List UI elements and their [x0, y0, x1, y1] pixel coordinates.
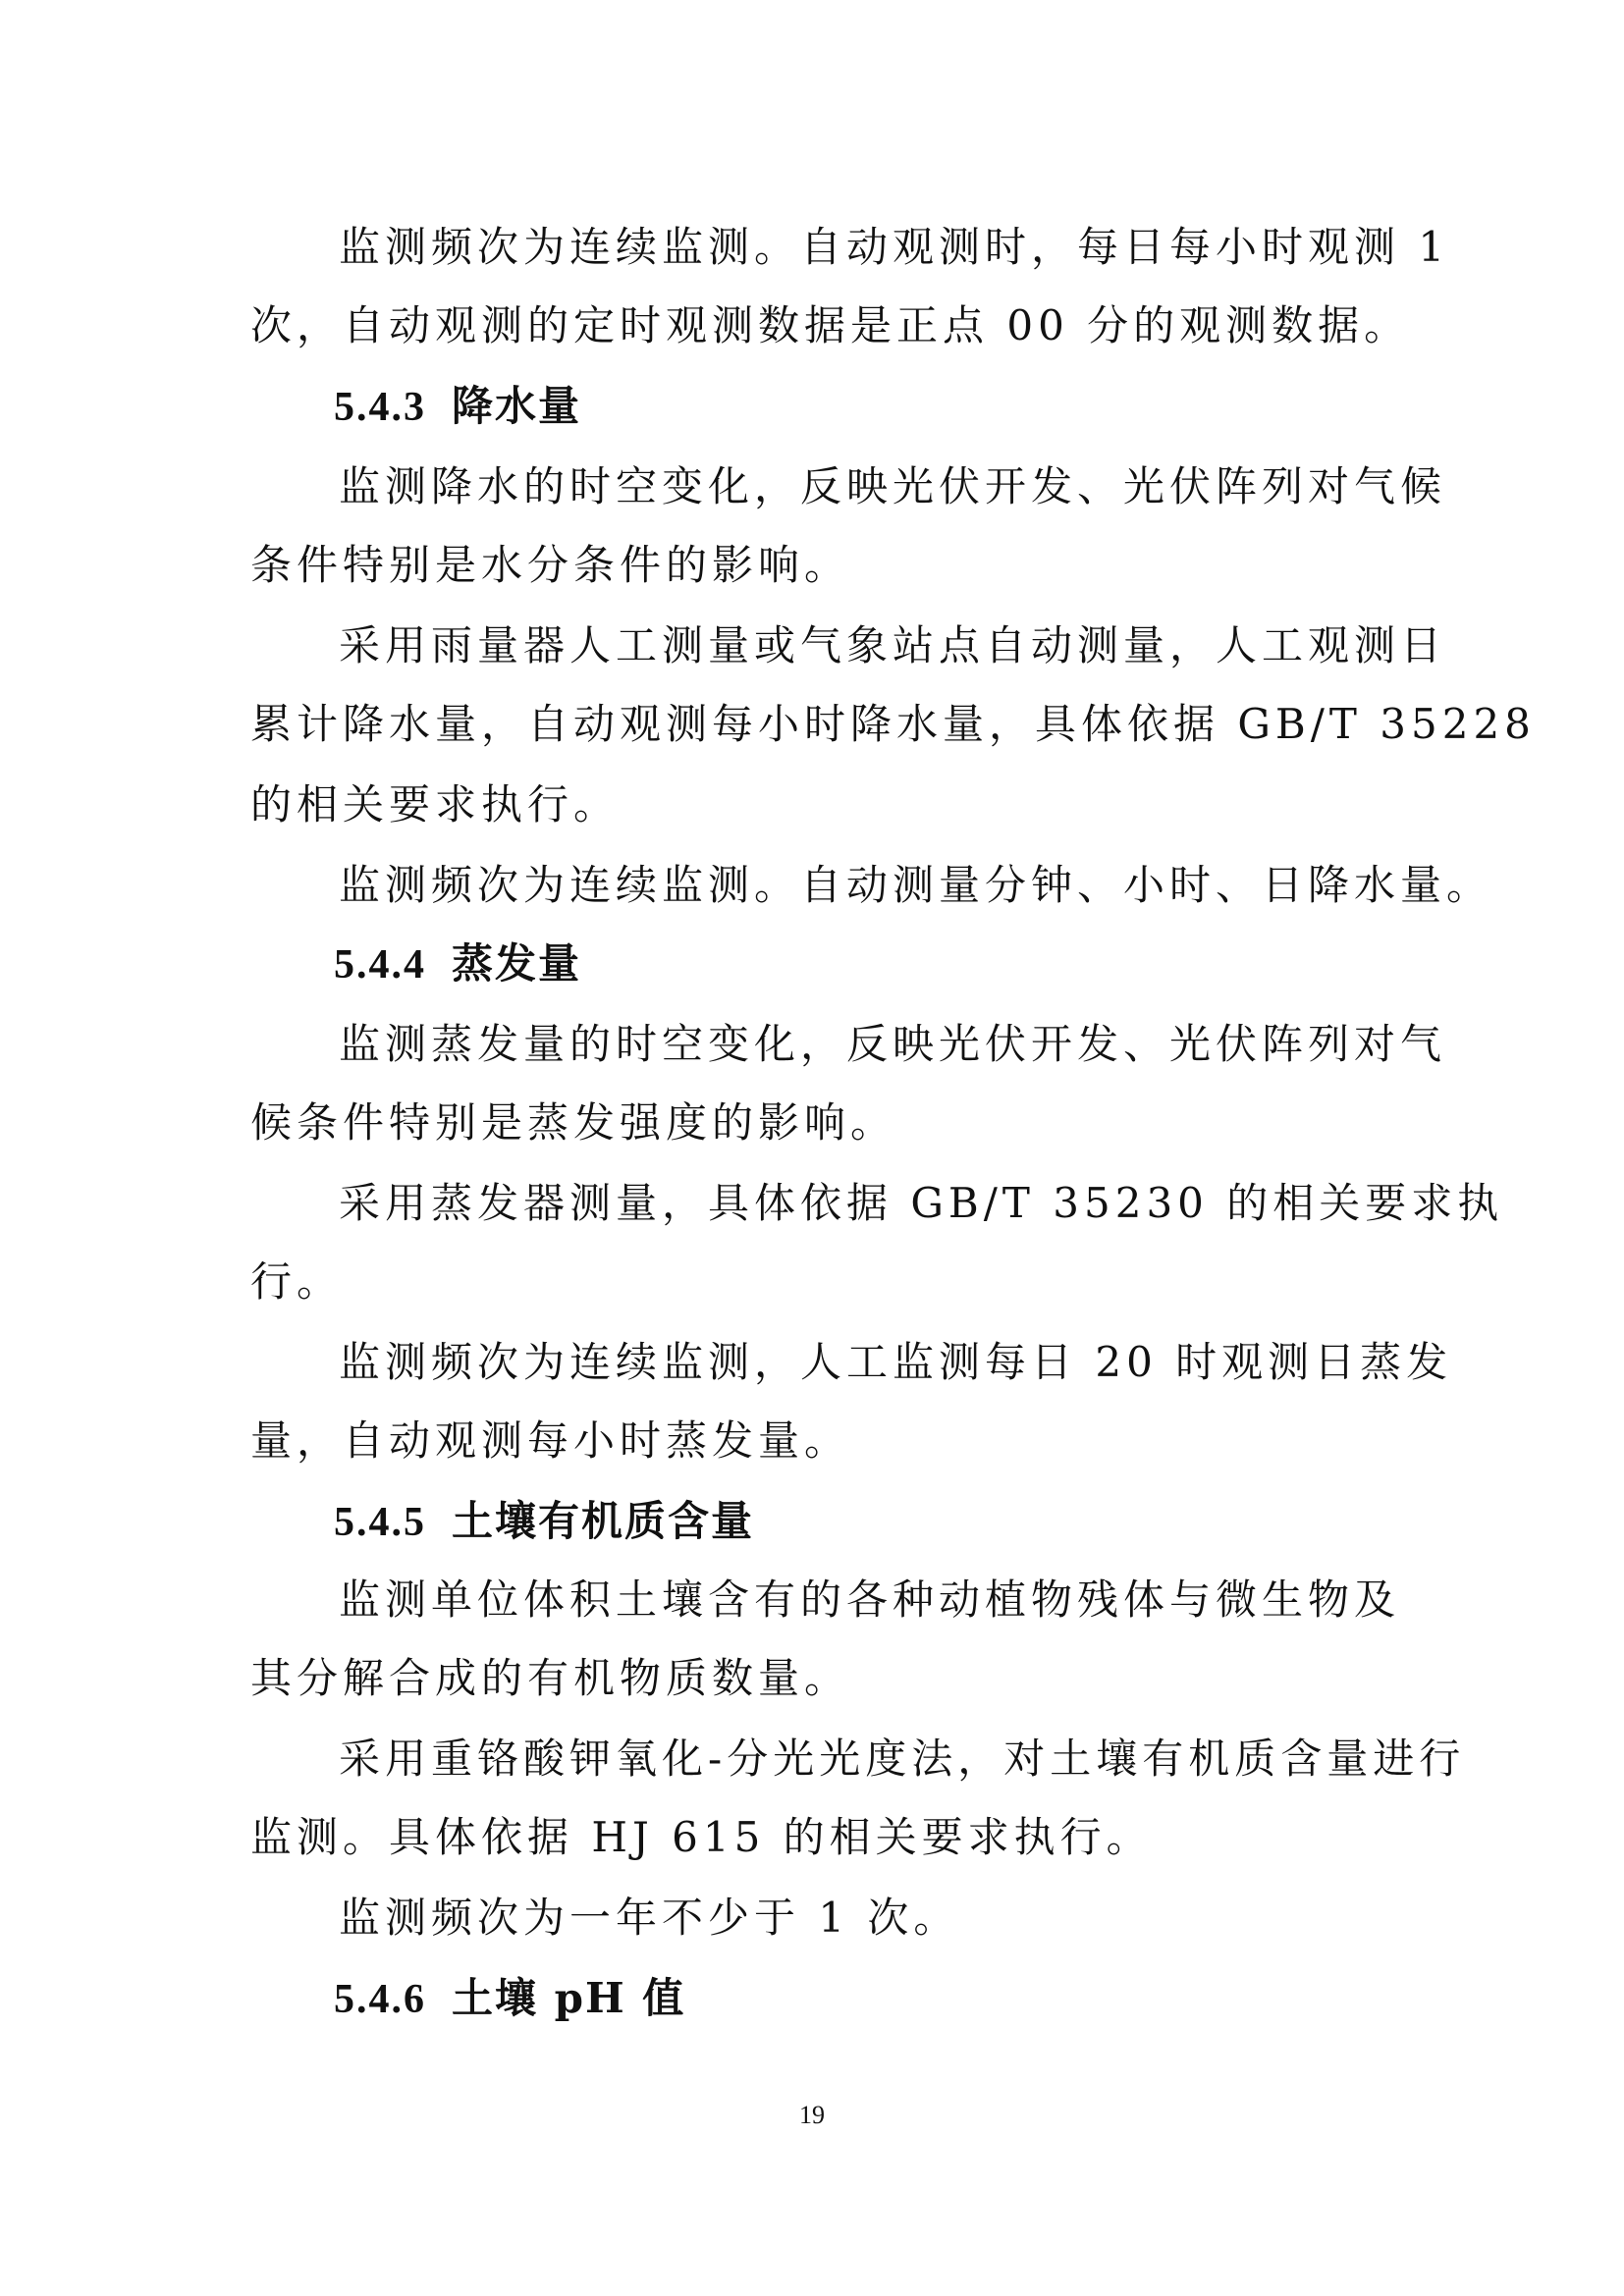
paragraph-line: 量，自动观测每小时蒸发量。 — [250, 1416, 851, 1465]
paragraph-line: 候条件特别是蒸发强度的影响。 — [250, 1098, 897, 1147]
paragraph-line: 监测频次为连续监测。自动观测时，每日每小时观测 1 — [339, 223, 1450, 271]
section-heading-5-4-6 — [334, 1973, 685, 2025]
section-heading-5-4-4 — [334, 938, 581, 990]
paragraph-line: 监测单位体积土壤含有的各种动植物残体与微生物及 — [339, 1575, 1401, 1624]
section-title: 蒸发量 — [452, 939, 582, 988]
section-number: 5.4.5 — [334, 1500, 426, 1545]
paragraph-line: 累计降水量，自动观测每小时降水量，具体依据 GB/T 35228 — [250, 700, 1536, 748]
section-number: 5.4.3 — [334, 385, 426, 430]
paragraph-line: 的相关要求执行。 — [250, 780, 621, 828]
section-title: 降水量 — [452, 382, 582, 430]
paragraph-line: 监测降水的时空变化，反映光伏开发、光伏阵列对气候 — [339, 462, 1447, 510]
paragraph-line: 行。 — [250, 1257, 344, 1306]
section-number: 5.4.4 — [334, 942, 426, 988]
paragraph-line: 监测频次为连续监测，人工监测每日 20 时观测日蒸发 — [339, 1338, 1453, 1386]
section-number: 5.4.6 — [334, 1977, 426, 2022]
paragraph-line: 监测频次为一年不少于 1 次。 — [339, 1894, 960, 1942]
section-heading-5-4-5 — [334, 1496, 754, 1548]
paragraph-line: 监测频次为连续监测。自动测量分钟、小时、日降水量。 — [339, 861, 1493, 909]
paragraph-line: 监测蒸发量的时空变化，反映光伏开发、光伏阵列对气 — [339, 1020, 1447, 1068]
section-heading-5-4-3 — [334, 381, 581, 433]
paragraph-line: 采用重铬酸钾氧化-分光光度法，对土壤有机质含量进行 — [339, 1735, 1466, 1783]
paragraph-line: 次，自动观测的定时观测数据是正点 00 分的观测数据。 — [250, 301, 1411, 349]
section-title: 土壤有机质含量 — [452, 1497, 755, 1545]
page-number: 19 — [799, 2101, 825, 2129]
paragraph-line: 监测。具体依据 HJ 615 的相关要求执行。 — [250, 1813, 1153, 1861]
paragraph-line: 条件特别是水分条件的影响。 — [250, 541, 851, 589]
paragraph-line: 采用蒸发器测量，具体依据 GB/T 35230 的相关要求执 — [339, 1179, 1504, 1227]
paragraph-line: 其分解合成的有机物质数量。 — [250, 1654, 851, 1702]
paragraph-line: 采用雨量器人工测量或气象站点自动测量，人工观测日 — [339, 621, 1447, 669]
section-title: 土壤 pH 值 — [452, 1974, 686, 2022]
